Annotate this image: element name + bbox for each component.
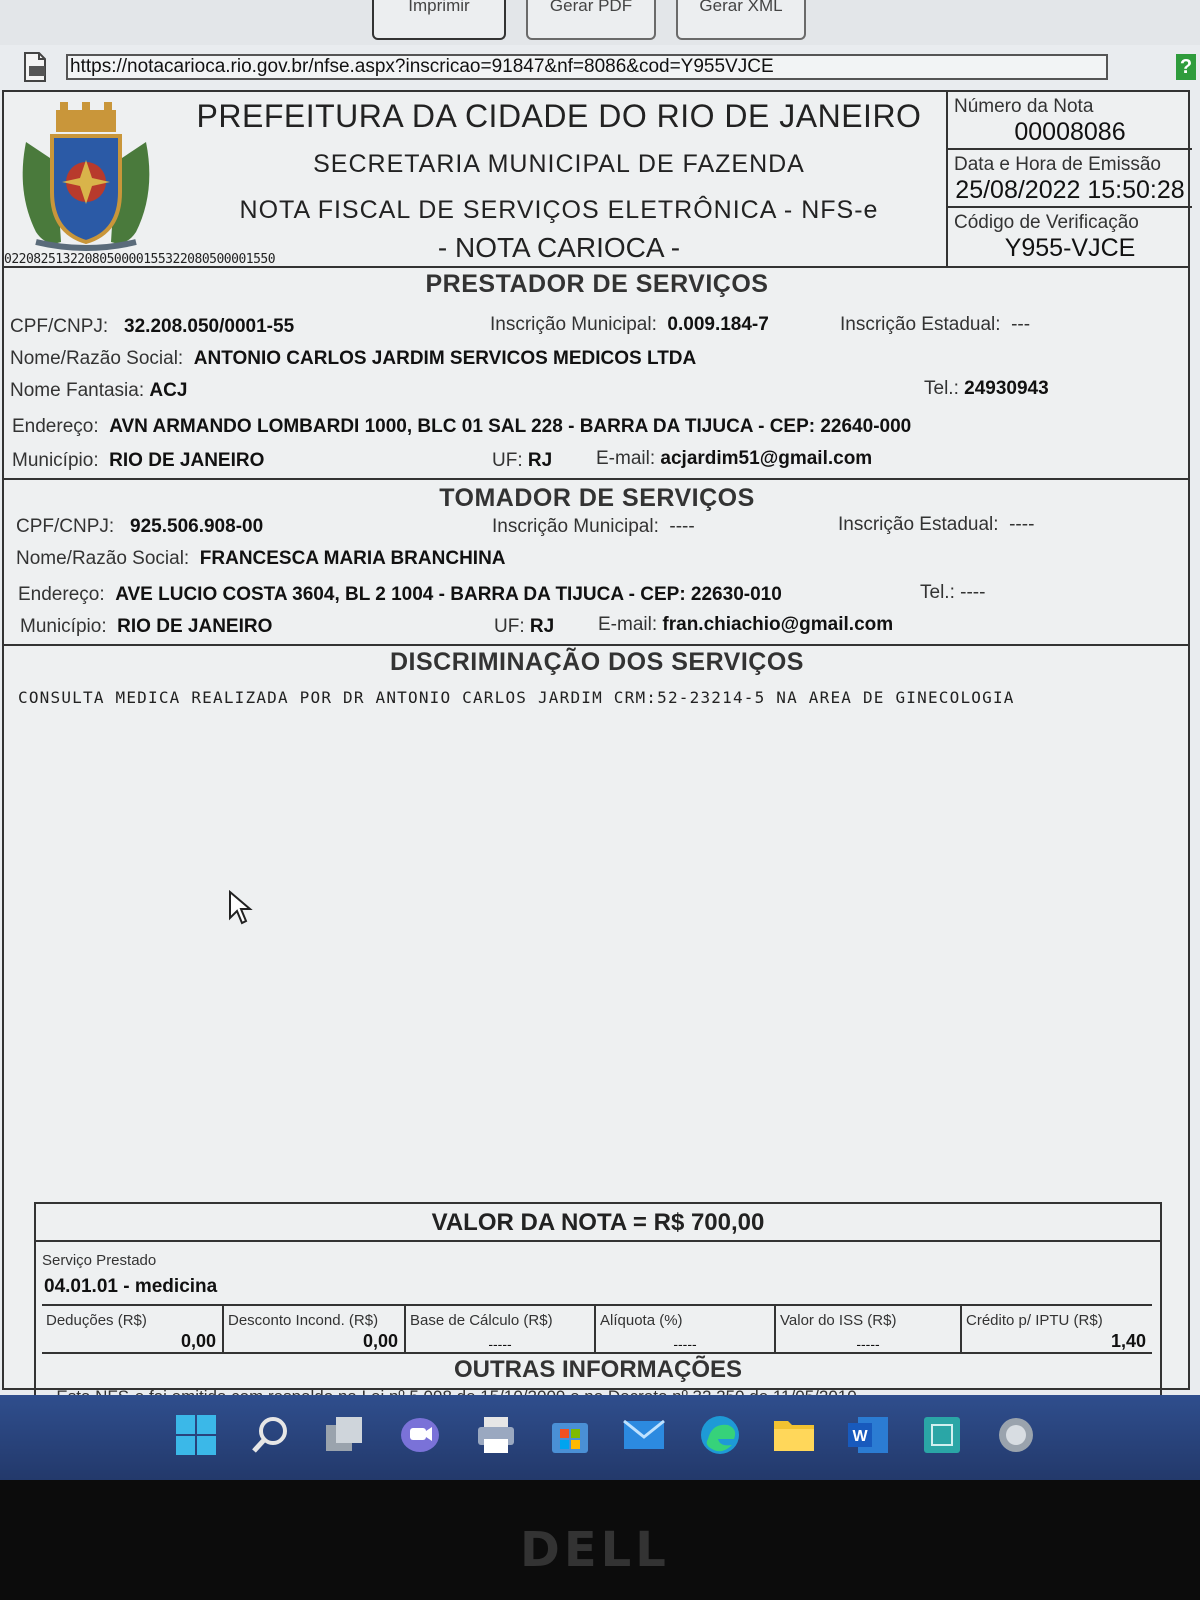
codigo-verificacao-label: Código de Verificação bbox=[954, 212, 1139, 233]
prestador-cpf-value: 32.208.050/0001-55 bbox=[124, 316, 295, 337]
prestador-ie bbox=[840, 314, 1030, 336]
prestador-im-label: Inscrição Municipal: bbox=[490, 314, 657, 335]
store-icon[interactable] bbox=[548, 1413, 592, 1457]
header-nota-carioca: - NOTA CARIOCA - bbox=[437, 232, 681, 263]
document-header bbox=[4, 92, 1190, 268]
tomador-uf bbox=[494, 616, 554, 638]
barcode-text: 0220825132208050000155322080500001550 bbox=[4, 252, 276, 267]
word-icon[interactable] bbox=[846, 1413, 890, 1457]
prestador-cpf-label: CPF/CNPJ: bbox=[10, 316, 109, 337]
header-secretaria: SECRETARIA MUNICIPAL DE FAZENDA bbox=[313, 150, 805, 178]
deducoes-label: Deduções (R$) bbox=[46, 1312, 147, 1329]
desconto-cell bbox=[224, 1306, 406, 1354]
prestador-nome-label: Nome/Razão Social: bbox=[10, 348, 184, 369]
servico-prestado-value: 04.01.01 - medicina bbox=[44, 1276, 218, 1297]
tomador-tel-label: Tel.: bbox=[920, 582, 955, 603]
tomador-ie-label: Inscrição Estadual: bbox=[838, 514, 999, 535]
tomador-uf-label: UF: bbox=[494, 616, 525, 637]
brand-logo: DELL bbox=[520, 1522, 670, 1578]
coat-of-arms-icon bbox=[16, 102, 156, 252]
aliquota-label: Alíquota (%) bbox=[600, 1312, 683, 1329]
prestador-email bbox=[596, 448, 872, 470]
deducoes-value: 0,00 bbox=[180, 1331, 216, 1351]
tomador-uf-value: RJ bbox=[529, 616, 555, 637]
tomador-email-value: fran.chiachio@gmail.com bbox=[662, 614, 894, 635]
credito-iptu-label: Crédito p/ IPTU (R$) bbox=[966, 1312, 1103, 1329]
valor-nota: VALOR DA NOTA = R$ 700,00 bbox=[36, 1204, 1160, 1242]
prestador-tel-value: 24930943 bbox=[964, 378, 1049, 399]
tomador-ie bbox=[838, 514, 1034, 536]
base-calculo-label: Base de Cálculo (R$) bbox=[410, 1312, 553, 1329]
tomador-im-label: Inscrição Municipal: bbox=[492, 516, 659, 537]
tomador-endereco bbox=[18, 584, 782, 606]
numero-nota-cell bbox=[948, 92, 1192, 150]
prestador-endereco-value: AVN ARMANDO LOMBARDI 1000, BLC 01 SAL 228 - BARRA DA TIJUCA - CEP: 22640-000 bbox=[109, 416, 912, 437]
aliquota-cell bbox=[596, 1306, 776, 1354]
help-icon[interactable]: ? bbox=[1176, 54, 1196, 80]
prestador-municipio-label: Município: bbox=[12, 450, 99, 471]
tomador-municipio-label: Município: bbox=[20, 616, 107, 637]
tomador-email bbox=[598, 614, 893, 636]
servico-prestado-label: Serviço Prestado bbox=[42, 1252, 157, 1269]
prestador-email-label: E-mail: bbox=[596, 448, 656, 469]
search-icon[interactable] bbox=[248, 1413, 292, 1457]
tomador-tel-value: ---- bbox=[960, 582, 986, 603]
prestador-tel-label: Tel.: bbox=[924, 378, 959, 399]
taskbar bbox=[0, 1395, 1200, 1480]
desconto-value: 0,00 bbox=[362, 1331, 398, 1351]
prestador-uf bbox=[492, 450, 552, 472]
tomador-divider bbox=[4, 644, 1190, 646]
prestador-fantasia bbox=[10, 380, 187, 402]
prestador-uf-value: RJ bbox=[527, 450, 553, 471]
mail-icon[interactable] bbox=[622, 1413, 666, 1457]
prestador-cpf bbox=[10, 316, 294, 338]
service-description: CONSULTA MEDICA REALIZADA POR DR ANTONIO CARLOS JARDIM CRM:52-23214-5 NA AREA DE GINECOLOGIA bbox=[18, 688, 1015, 707]
tomador-cpf-label: CPF/CNPJ: bbox=[16, 516, 115, 537]
calculator-icon[interactable] bbox=[920, 1413, 964, 1457]
data-emissao-cell bbox=[948, 150, 1192, 208]
svg-text:W: W bbox=[852, 1428, 868, 1445]
task-view-icon[interactable] bbox=[322, 1413, 366, 1457]
chat-icon[interactable] bbox=[398, 1413, 442, 1457]
prestador-ie-label: Inscrição Estadual: bbox=[840, 314, 1001, 335]
nfse-document bbox=[2, 90, 1190, 1390]
tomador-im bbox=[492, 516, 695, 538]
numero-nota-label: Número da Nota bbox=[954, 96, 1094, 117]
tomador-endereco-value: AVE LUCIO COSTA 3604, BL 2 1004 - BARRA DA TIJUCA - CEP: 22630-010 bbox=[115, 584, 782, 605]
tomador-tel bbox=[920, 582, 985, 604]
toolbar bbox=[0, 0, 1200, 45]
header-nfse-title: NOTA FISCAL DE SERVIÇOS ELETRÔNICA - NFS-e bbox=[239, 196, 879, 224]
prestador-divider bbox=[4, 478, 1190, 480]
prestador-municipio-value: RIO DE JANEIRO bbox=[109, 450, 265, 471]
edge-browser-icon[interactable] bbox=[698, 1413, 742, 1457]
data-emissao-label: Data e Hora de Emissão bbox=[954, 154, 1161, 175]
invoice-info-panel bbox=[946, 92, 1190, 266]
address-row bbox=[0, 46, 1200, 86]
codigo-verificacao-cell bbox=[948, 208, 1192, 266]
page-icon bbox=[22, 52, 48, 82]
generate-pdf-button[interactable]: Gerar PDF bbox=[526, 0, 656, 40]
tax-table bbox=[42, 1304, 1152, 1354]
tomador-cpf-value: 925.506.908-00 bbox=[130, 516, 264, 537]
base-calculo-value: ----- bbox=[488, 1336, 512, 1352]
valor-iss-label: Valor do ISS (R$) bbox=[780, 1312, 897, 1329]
base-calculo-cell bbox=[406, 1306, 596, 1354]
desconto-label: Desconto Incond. (R$) bbox=[228, 1312, 379, 1329]
file-explorer-icon[interactable] bbox=[772, 1413, 816, 1457]
codigo-verificacao-value: Y955-VJCE bbox=[1004, 234, 1136, 262]
prestador-municipio bbox=[12, 450, 264, 472]
aliquota-value: ----- bbox=[673, 1336, 697, 1352]
credito-iptu-cell bbox=[962, 1306, 1152, 1354]
prestador-endereco bbox=[12, 416, 911, 438]
tomador-email-label: E-mail: bbox=[598, 614, 658, 635]
valor-iss-value: ----- bbox=[856, 1336, 880, 1352]
mouse-cursor-icon bbox=[228, 890, 254, 926]
prestador-email-value: acjardim51@gmail.com bbox=[660, 448, 873, 469]
prestador-tel bbox=[924, 378, 1049, 400]
tomador-municipio bbox=[20, 616, 272, 638]
url-field[interactable]: https://notacarioca.rio.gov.br/nfse.aspx?inscricao=91847&nf=8086&cod=Y955VJCE bbox=[66, 54, 1108, 80]
app-icon[interactable] bbox=[994, 1413, 1038, 1457]
deducoes-cell bbox=[42, 1306, 224, 1354]
tomador-endereco-label: Endereço: bbox=[18, 584, 105, 605]
header-prefeitura: PREFEITURA DA CIDADE DO RIO DE JANEIRO bbox=[196, 98, 922, 134]
prestador-ie-value: --- bbox=[1011, 314, 1031, 335]
outras-informacoes-title: OUTRAS INFORMAÇÕES bbox=[454, 1356, 742, 1383]
credito-iptu-value: 1,40 bbox=[1110, 1331, 1146, 1351]
printer-icon[interactable] bbox=[474, 1413, 518, 1457]
prestador-fantasia-value: ACJ bbox=[149, 380, 188, 401]
prestador-title: PRESTADOR DE SERVIÇOS bbox=[425, 270, 769, 298]
windows-start-icon[interactable] bbox=[174, 1413, 218, 1457]
print-button[interactable]: Imprimir bbox=[372, 0, 506, 40]
prestador-im-value: 0.009.184-7 bbox=[667, 314, 769, 335]
prestador-im bbox=[490, 314, 769, 336]
tomador-im-value: ---- bbox=[669, 516, 695, 537]
numero-nota-value: 00008086 bbox=[1014, 118, 1126, 146]
prestador-endereco-label: Endereço: bbox=[12, 416, 99, 437]
prestador-nome bbox=[10, 348, 696, 370]
discriminacao-title: DISCRIMINAÇÃO DOS SERVIÇOS bbox=[390, 648, 804, 676]
tomador-nome-label: Nome/Razão Social: bbox=[16, 548, 190, 569]
prestador-nome-value: ANTONIO CARLOS JARDIM SERVICOS MEDICOS LTDA bbox=[193, 348, 697, 369]
tomador-title: TOMADOR DE SERVIÇOS bbox=[439, 484, 755, 512]
tomador-nome bbox=[16, 548, 506, 570]
prestador-fantasia-label: Nome Fantasia: bbox=[10, 380, 145, 401]
tomador-ie-value: ---- bbox=[1009, 514, 1035, 535]
data-emissao-value: 25/08/2022 15:50:28 bbox=[955, 176, 1185, 204]
totals-block bbox=[34, 1202, 1162, 1402]
valor-iss-cell bbox=[776, 1306, 962, 1354]
tomador-nome-value: FRANCESCA MARIA BRANCHINA bbox=[199, 548, 506, 569]
tomador-municipio-value: RIO DE JANEIRO bbox=[117, 616, 273, 637]
tomador-cpf bbox=[16, 516, 263, 538]
prestador-uf-label: UF: bbox=[492, 450, 523, 471]
generate-xml-button[interactable]: Gerar XML bbox=[676, 0, 806, 40]
